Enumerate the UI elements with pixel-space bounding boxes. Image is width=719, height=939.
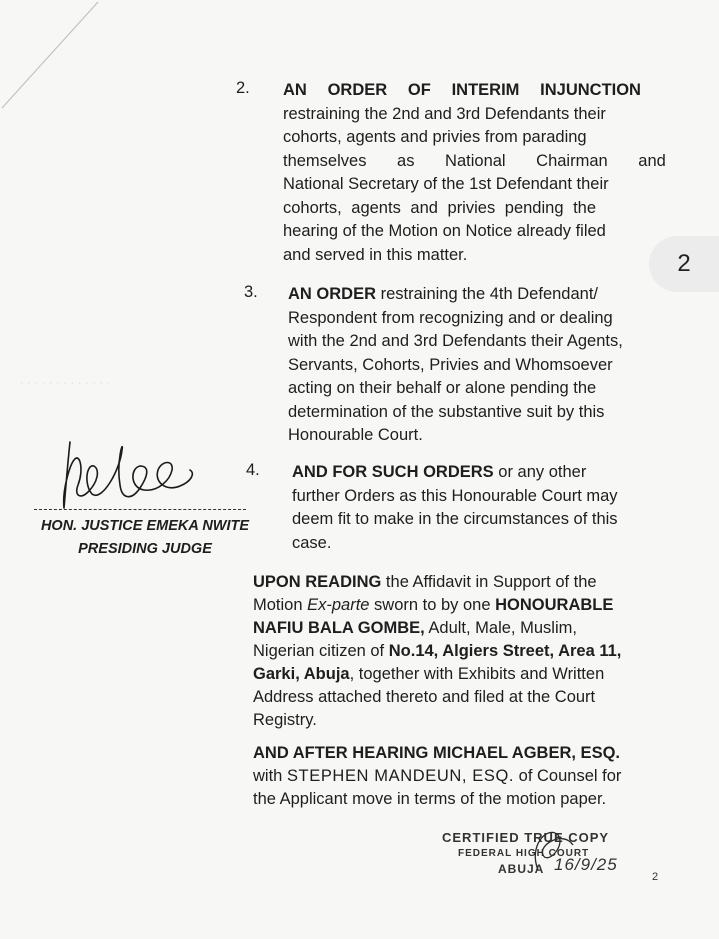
- bleed-through-text: . . . . . . . . . . . . .: [20, 372, 111, 387]
- bold-name: NAFIU BALA GOMBE,: [253, 619, 425, 637]
- order-heading: AN ORDER: [288, 285, 377, 303]
- signature-line: [34, 509, 246, 510]
- after-hearing-paragraph: [253, 742, 645, 811]
- order-item-3: [288, 283, 646, 448]
- order-text-line: deem fit to make in the circumstances of this: [292, 510, 618, 528]
- bold-name: HONOURABLE: [495, 596, 614, 614]
- order-heading: AND FOR SUCH ORDERS: [292, 463, 494, 481]
- order-text-line: case.: [292, 533, 332, 552]
- text: Registry.: [253, 711, 317, 729]
- judge-name: HON. JUSTICE EMEKA NWITE: [40, 518, 250, 534]
- stamp-line: FEDERAL HIGH COURT: [458, 848, 590, 859]
- item-number: 3.: [244, 283, 258, 301]
- text: the Applicant move in terms of the motion paper.: [253, 790, 607, 808]
- order-text-line: cohorts, agents and privies from parading: [283, 128, 587, 146]
- upon-reading-paragraph: [253, 571, 645, 732]
- text: the Affidavit in Support of the: [381, 573, 597, 591]
- bold-lead: AND AFTER HEARING MICHAEL AGBER, ESQ.: [253, 744, 620, 762]
- judge-signature: [40, 430, 220, 520]
- text: Address attached thereto and filed at the Court: [253, 688, 596, 706]
- judge-block: [30, 515, 260, 561]
- order-text-line: cohorts, agents and privies pending the: [283, 198, 597, 217]
- page-fold-crease: [0, 0, 120, 120]
- order-text-line: acting on their behalf or alone pending the: [288, 379, 597, 397]
- text: , together with Exhibits and Written: [349, 665, 605, 683]
- page-tab-badge: 2: [649, 236, 719, 292]
- text: Adult, Male, Muslim,: [424, 619, 577, 637]
- text: Nigerian citizen of: [253, 642, 389, 660]
- order-text-line: restraining the 4th Defendant/: [376, 285, 598, 303]
- order-heading: AN ORDER OF INTERIM INJUNCTION: [283, 81, 641, 99]
- page-number: 2: [652, 871, 659, 883]
- order-text-line: with the 2nd and 3rd Defendants their Agents,: [288, 332, 623, 350]
- bold-address: No.14, Algiers Street, Area 11,: [388, 642, 622, 660]
- order-item-2: [283, 79, 666, 267]
- stamp-line: CERTIFIED TRUE COPY: [442, 830, 610, 845]
- item-number: 2.: [236, 79, 250, 97]
- order-text-line: or any other: [493, 463, 587, 481]
- certified-true-copy-stamp: [430, 815, 650, 895]
- order-item-4: [292, 461, 647, 555]
- bold-name: STEPHEN MANDEUN, ESQ.: [286, 767, 515, 785]
- order-text-line: determination of the substantive suit by this: [288, 402, 605, 421]
- item-number: 4.: [246, 461, 260, 479]
- stamp-signature: [518, 815, 588, 885]
- order-text-line: restraining the 2nd and 3rd Defendants their: [283, 104, 606, 123]
- text: of Counsel for: [514, 767, 622, 785]
- order-text-line: further Orders as this Honourable Court may: [292, 486, 618, 505]
- order-text-line: National Secretary of the 1st Defendant their: [283, 175, 609, 193]
- stamp-line: ABUJA: [498, 862, 545, 876]
- order-text-line: Servants, Cohorts, Privies and Whomsoever: [288, 355, 613, 374]
- text: sworn to by one: [369, 596, 496, 614]
- order-text-line: themselves as National Chairman and: [283, 151, 666, 170]
- order-text-line: hearing of the Motion on Notice already filed: [283, 222, 606, 240]
- judge-title: PRESIDING JUDGE: [78, 541, 212, 557]
- bold-address: Garki, Abuja: [253, 665, 350, 683]
- text: Motion: [253, 596, 308, 614]
- stamp-date: 16/9/25: [554, 855, 618, 874]
- order-text-line: Honourable Court.: [288, 426, 423, 444]
- order-text-line: Respondent from recognizing and or dealing: [288, 308, 613, 327]
- order-text-line: and served in this matter.: [283, 245, 468, 264]
- bold-lead: UPON READING: [253, 573, 382, 591]
- italic-term: Ex-parte: [307, 596, 370, 614]
- text: with: [253, 767, 287, 785]
